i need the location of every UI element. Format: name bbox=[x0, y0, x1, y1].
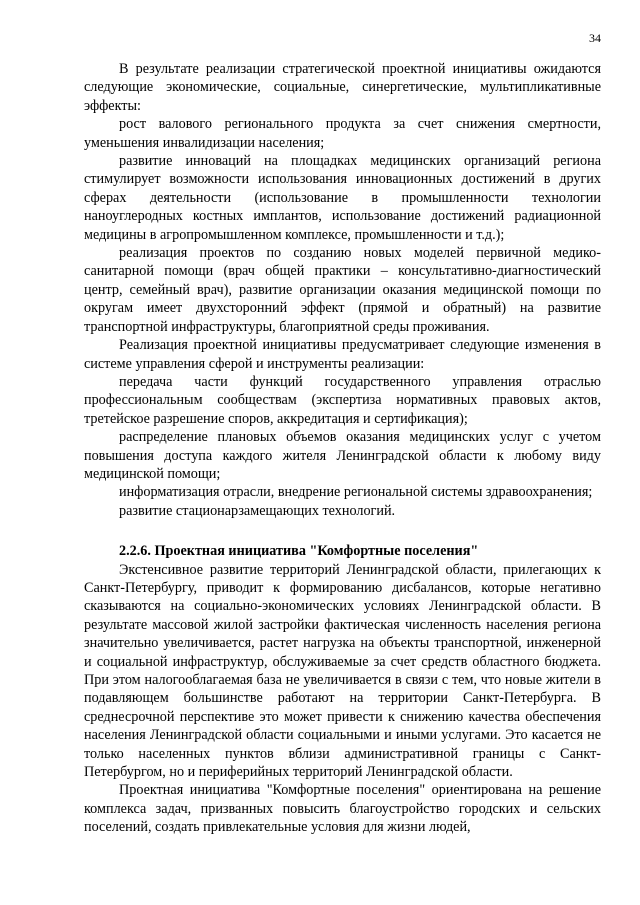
changes-intro-paragraph: Реализация проектной инициативы предусматривает следующие изменения в системе управления сферой и инструменты реализации: bbox=[84, 337, 601, 372]
effect-item: рост валового регионального продукта за счет снижения смертности, уменьшения инвалидизации населения; bbox=[84, 116, 601, 151]
page-number: 34 bbox=[589, 31, 601, 45]
effect-item: реализация проектов по созданию новых моделей первичной медико-санитарной помощи (врач общей практики – консультативно-диагностический центр, семейный врач), развитие организации оказания медицинской помощи по округам имеет двухсторонний эффект (прямой и обратный) на развитие транспортной инфраструктуры, благоприятной среды проживания. bbox=[84, 245, 601, 335]
change-item: передача части функций государственного управления отраслью профессиональным сообществам (экспертиза нормативных правовых актов, третейское разрешение споров, аккредитация и сертификация); bbox=[84, 373, 601, 427]
document-body bbox=[84, 60, 601, 837]
change-item: информатизация отрасли, внедрение региональной системы здравоохранения; bbox=[119, 484, 593, 501]
section-intro-paragraph: В результате реализации стратегической проектной инициативы ожидаются следующие экономические, социальные, синергетические, мультипликативные эффекты: bbox=[84, 61, 601, 114]
section-heading: 2.2.6. Проектная инициатива "Комфортные поселения" bbox=[119, 543, 479, 560]
change-item: развитие стационарзамещающих технологий. bbox=[119, 502, 396, 519]
effect-item: развитие инноваций на площадках медицинских организаций региона стимулирует возможности использования инновационных достижений в других сферах деятельности (использование в промышленности технологии наноуглеродных костных имплантов, использование достижений радиационной медицины в агропромышленном комплексе, промышленности и т.д.); bbox=[84, 153, 601, 243]
body-paragraph: Проектная инициатива "Комфортные поселения" ориентирована на решение комплекса задач, призванных повысить благоустройство городских и сельских поселений, создать привлекательные условия для жизни людей, bbox=[84, 782, 601, 836]
change-item: распределение плановых объемов оказания медицинских услуг с учетом повышения доступа каждого жителя Ленинградской области к любому виду медицинской помощи; bbox=[84, 429, 601, 482]
body-paragraph: Экстенсивное развитие территорий Ленинградской области, прилегающих к Санкт-Петербургу, приводит к формированию дисбалансов, которые негативно сказываются на социально-экономических условиях Ленинградской области. В результате массовой жилой застройки фактическая численность населения региона значительно увеличивается, растет нагрузка на объекты транспортной, инженерной и социальной инфраструктур, обслуживаемые за счет средств областного бюджета. При этом налогооблагаемая база не увеличивается в связи с тем, что новые жители в подавляющем большинстве работают на территории Санкт-Петербурга. В среднесрочной перспективе это может привести к снижению качества обеспечения населения Ленинградской области социальными и иными услугами. Это касается не только населенных пунктов вблизи административной границы с Санкт-Петербургом, но и периферийных территорий Ленинградской области. bbox=[84, 561, 601, 781]
